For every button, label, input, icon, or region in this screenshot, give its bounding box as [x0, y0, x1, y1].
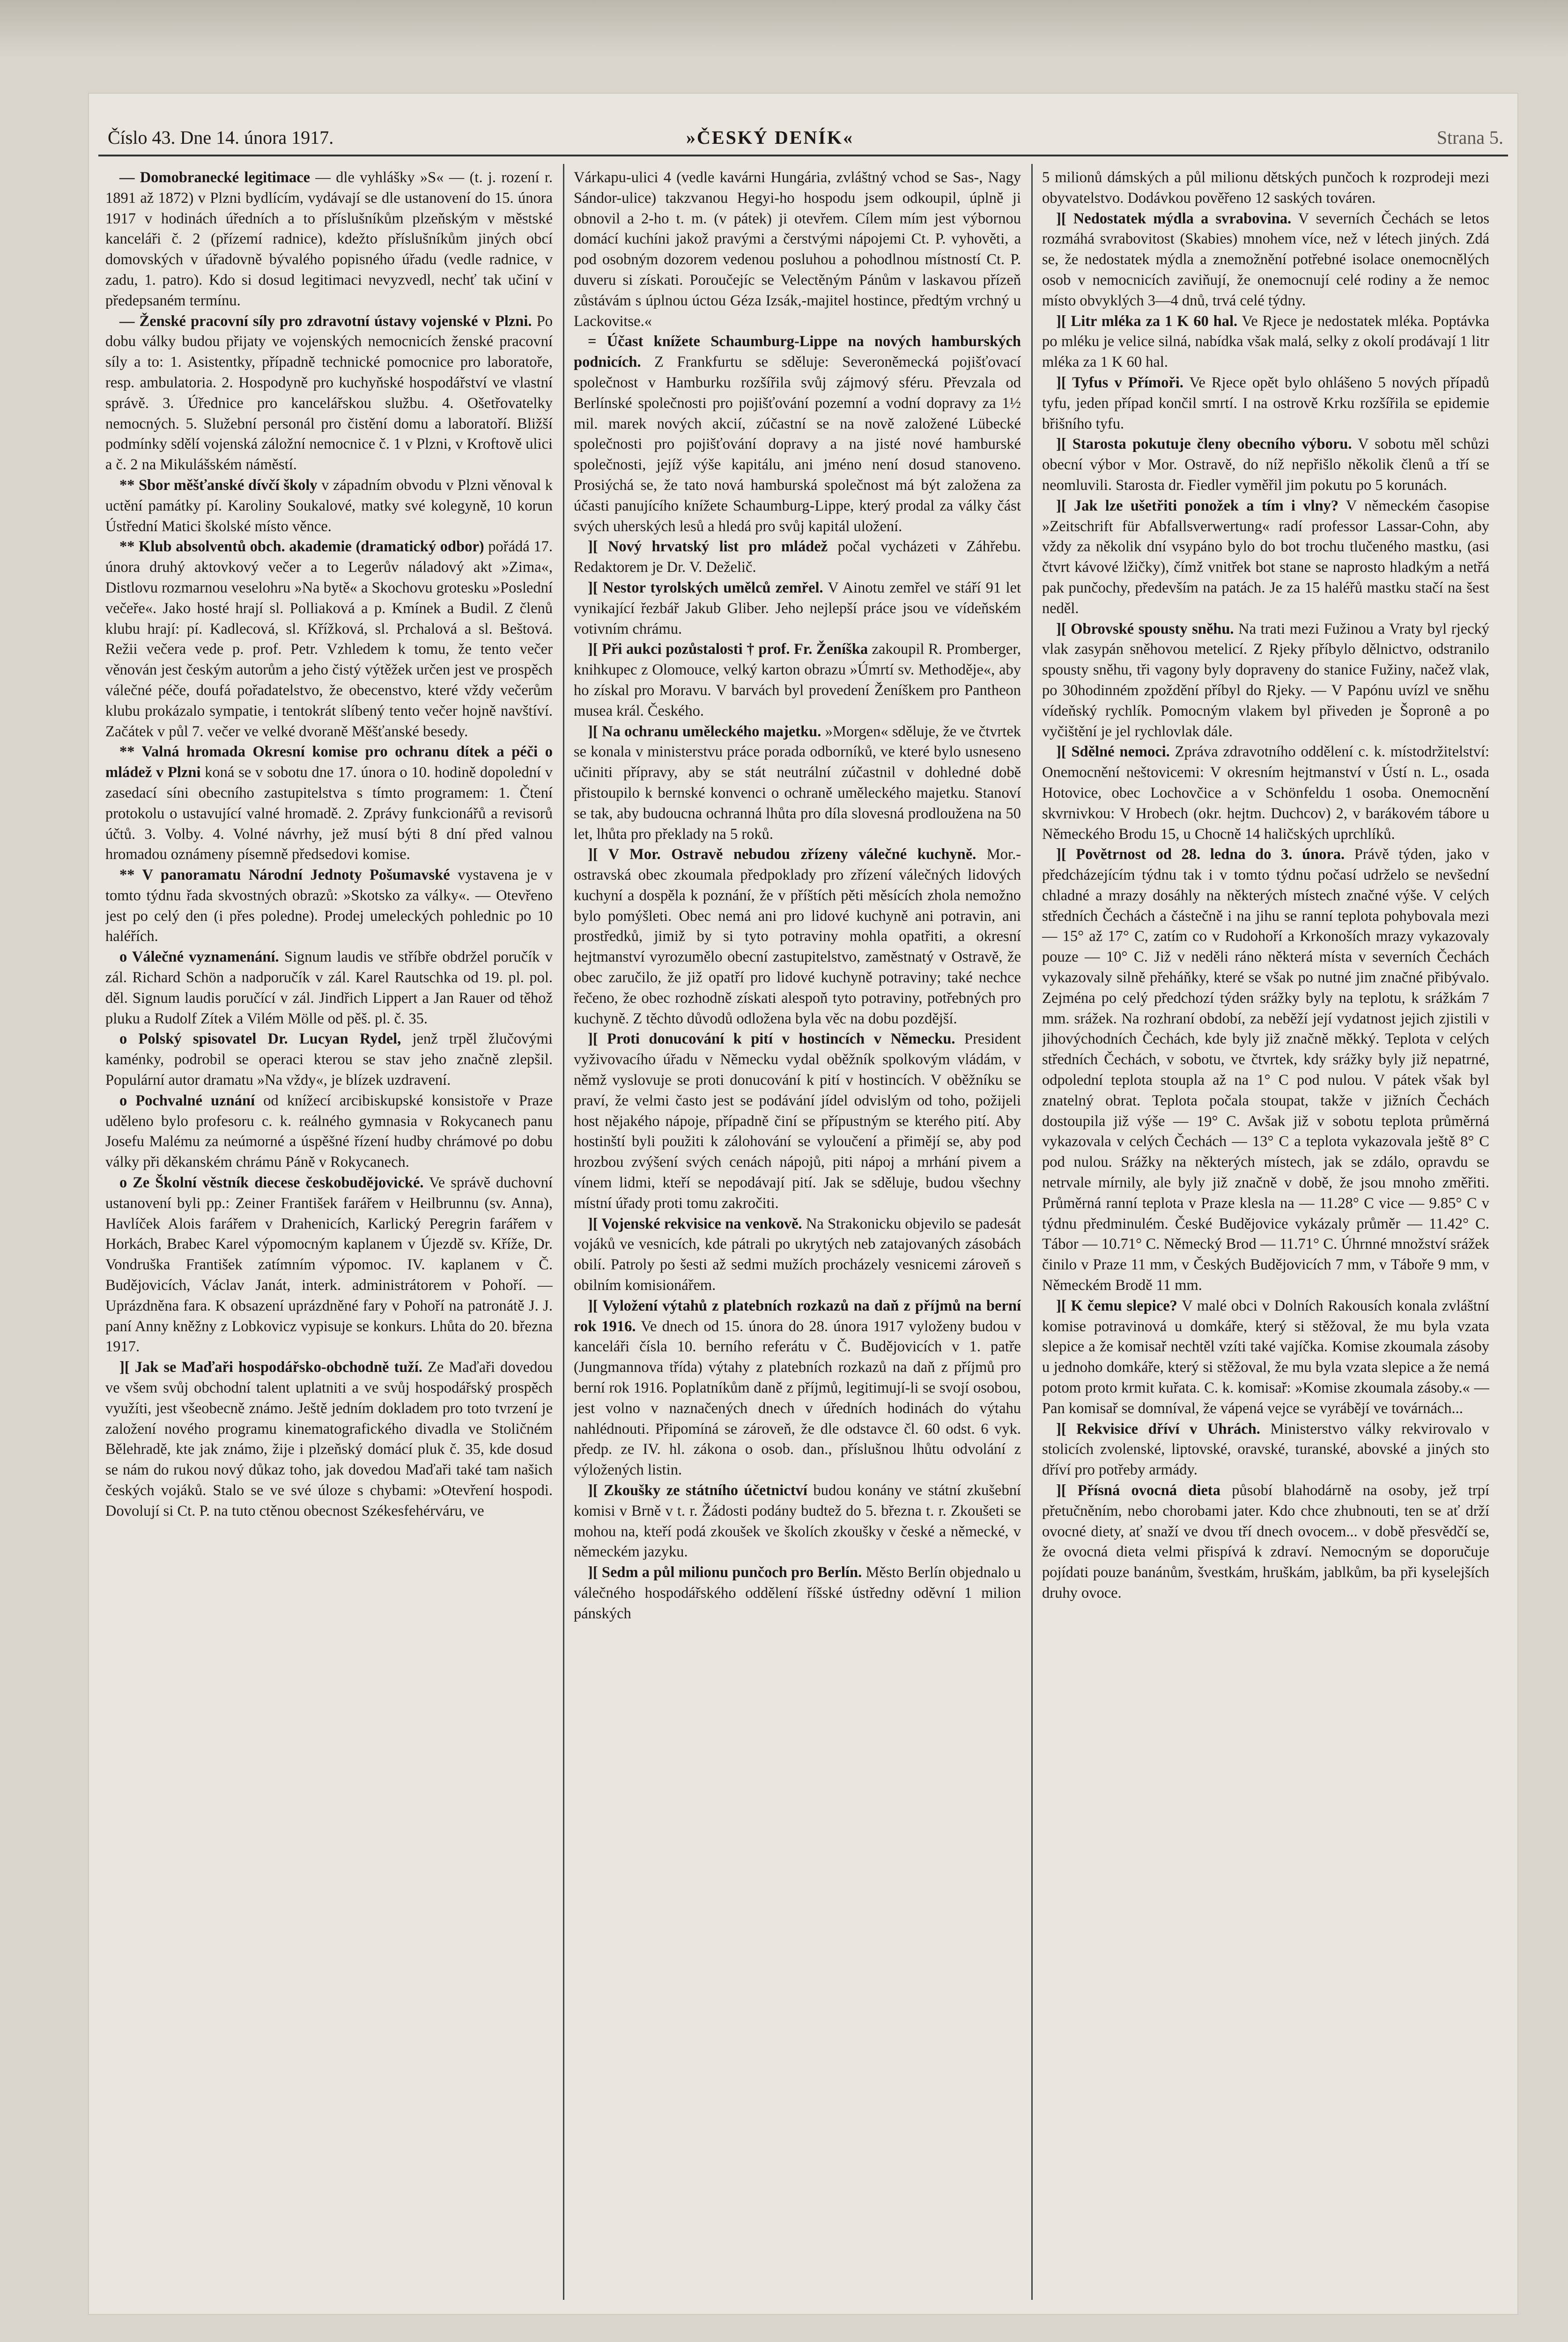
- page-header: [108, 126, 1503, 155]
- article-paragraph: [105, 1357, 553, 1521]
- article-body: 5 milionů dámských a půl milionu dětských punčoch k rozprodeji mezi obyvatelstvo. Dodávkou pověřeno 12 saských továren.: [1042, 169, 1489, 207]
- article-body: V německém časopise »Zeitschrift für Abfallsverwertung« radí professor Lassar-Cohn, aby vždy za několik dní vsypáno bylo do bot trochu tlučeného mastku, (asi čtvrt kávové lžičky), čímž vnitřek bot stane se naprosto hladkým a netřá pak punčochy, především na patách. Je za 15 haléřů mastku stačí na šest neděl.: [1042, 497, 1489, 617]
- article-paragraph: [1042, 209, 1489, 311]
- article-body: pořádá 17. února druhý aktovkový večer a to Legerův náladový akt »Zima«, Distlovu rozmarnou veselohru »Na bytě« a Skochovu grotesku »Poslední večeře«. Jako hosté hrají sl. Polliaková a p. Kmínek a Budil. Z členů klubu hrají: pí. Kadlecová, sl. Křížková, sl. Prchalová a sl. Beštová. Režii večera vede p. prof. Petr. Vzhledem k tomu, že tento večer věnován jest českým autorům a jeho čistý výtěžek určen jest ve prospěch válečné péče, doufá pořadatelstvo, že obecenstvo, které vždy večerům klubu prokázalo sympatie, i tentokrát slíbený tento večer hojně navštíví. Začátek v půl 7. večer ve velké dvoraně Měšťanské besedy.: [105, 538, 553, 740]
- newspaper-title: »ČESKÝ DENÍK«: [686, 127, 854, 148]
- article-heading: ** V panoramatu Národní Jednoty Pošumavské: [119, 867, 450, 884]
- article-body: od knížecí arcibiskupské konsistoře v Praze uděleno bylo profesoru c. k. reálného gymnasia v Rokycanech panu Josefu Malému za neúmorné a úspěšné řízení hudby chrámové po dobu války při děkanském chrámu Páně v Rokycanech.: [105, 1092, 553, 1171]
- article-body: Ministerstvo války rekvirovalo v stolicích zvolenské, liptovské, oravské, turanské, abovské a jiných sto dříví pro potřeby armády.: [1042, 1420, 1489, 1479]
- article-paragraph: [105, 947, 553, 1029]
- article-paragraph: [574, 537, 1021, 578]
- article-heading: ][ K čemu slepice?: [1056, 1297, 1177, 1314]
- article-heading: ** Valná hromada Okresní komise pro ochranu dítek a péči o mládež v Plzni: [105, 743, 553, 781]
- article-heading: ][ Vojenské rekvisice na venkově.: [588, 1215, 802, 1232]
- article-heading: ][ Při aukci pozůstalosti † prof. Fr. Ženíška: [588, 641, 868, 658]
- article-paragraph: [574, 1296, 1021, 1481]
- article-heading: ][ Vyložení výtahů z platebních rozkazů na daň z příjmů na berní rok 1916.: [574, 1297, 1021, 1335]
- article-body: koná se v sobotu dne 17. února o 10. hodině dopolední v zasedací síni obecního zastupitelstva s tímto programem: 1. Čtení protokolu o ustavující valné hromadě. 2. Zprávy funkcionářů a revisorů účtů. 3. Volby. 4. Volné návrhy, jež musí býti 8 dní před valnou hromadou oznámeny písemně předsedovi komise.: [105, 764, 553, 863]
- article-body: President vyživovacího úřadu v Německu vydal oběžník spolkovým vládám, v němž vyslovuje se proti donucování k pití v hostincích. V oběžníku se praví, že velmi často jest se podávání jídel odvislým od toho, požijeli host nějakého nápoje, případně činí se přípustným se kterého pití. Aby hostinští byli použiti k zálohování se vyloučení a přimějí se, aby pod hrozbou zvýšení svých cenách nápojů, piti nápoj a mrhání pivem a vínem lidmi, kteří se nepodávají pití. Jak se sděluje, budou všechny místní úřady proti tomu zakročiti.: [574, 1030, 1021, 1212]
- article-heading: ][ Proti donucování k pití v hostincích v Německu.: [588, 1030, 955, 1048]
- article-heading: ][ Jak lze ušetřiti ponožek a tím i vlny?: [1056, 497, 1339, 514]
- article-heading: ][ Jak se Maďaři hospodářsko-obchodně tuží.: [119, 1359, 423, 1376]
- article-paragraph: [105, 1173, 553, 1357]
- article-heading: o Polský spisovatel Dr. Lucyan Rydel,: [119, 1030, 401, 1048]
- article-body: Ve Rjece opět bylo ohlášeno 5 nových případů tyfu, jeden případ končil smrtí. I na ostrově Krku rozšířila se epidemie břišního tyfu.: [1042, 374, 1489, 432]
- article-body: počal vycházeti v Záhřebu. Redaktorem je Dr. V. Deželič.: [574, 538, 1021, 576]
- article-heading: o Ze Školní věstník diecese českobudějovické.: [119, 1174, 424, 1192]
- article-paragraph: [574, 1481, 1021, 1563]
- article-body: Město Berlín objednalo u válečného hospodářského oddělení říšské ústředny oděvní 1 milion pánských: [574, 1564, 1021, 1622]
- article-body: V Ainotu zemřel ve stáří 91 let vynikající řezbář Jakub Gliber. Jeho nejlepší práce jsou ve vídeňském votivním chrámu.: [574, 579, 1021, 637]
- article-paragraph: [1042, 742, 1489, 845]
- article-body: působí blahodárně na osoby, jež trpí přetučněním, nebo chorobami jater. Kdo chce zhubnouti, ten se ať drží ovocné diety, ať snaží ve dvou tří dnech ovocem... v době přesvědčí se, že ovocná dieta velmi přispívá k zdraví. Nemocným se doporučuje pojídati pouze banánům, švestkám, hruškám, jablkům, ba při kyselejších druhy ovoce.: [1042, 1482, 1489, 1601]
- article-body: Ze Maďaři dovedou ve všem svůj obchodní talent uplatniti a ve svůj hospodářský prospěch využíti, jest všeobecně známo. Ještě jedním dokladem pro toto tvrzení je založení nového programu kinematografického divadla ve Stoličném Bělehradě, kte jak známo, žije i plzeňský domácí pluk č. 35, kde dosud se nám do rukou nový důkaz toho, jak dovedou Maďaři také tam našich českých vojáků. Stalo se ve své úloze s chybami: »Otevření hospodi. Dovolují si Ct. P. na tuto ctěnou obecnost Székesfehérváru, ve: [105, 1359, 553, 1519]
- article-paragraph: [105, 1091, 553, 1173]
- article-body: Zpráva zdravotního oddělení c. k. místodržitelství: Onemocnění neštovicemi: V okresním hejtmanství v Ústí n. L., osada Hotovice, obec Lochovčice a v Schönfeldu 1 osoba. Onemocnění skvrnivkou: V Hrobech (okr. hejtm. Duchcov) 2, v barákovém tábore u Německého Brodu 15, u Chocně 14 haličských uprchlíků.: [1042, 743, 1489, 843]
- article-body: — dle vyhlášky »S« — (t. j. rození r. 1891 až 1872) v Plzni bydlícím, vydávají se dle ustanovení do 15. února 1917 v hodinách úředních a to příslušníkům plzeňským v městské kanceláři č. 2 (přízemí radnice), kdežto příslušníkům jiných obcí domovských v úřadovně bývalého popisného úřadu (vedle radnice, v zadu, 1. patro). Kdo si dosud legitimaci nevyzvedl, nechť tak učiní v předepsaném termínu.: [105, 169, 553, 309]
- article-heading: ][ V Mor. Ostravě nebudou zřízeny válečné kuchyně.: [588, 846, 976, 863]
- article-body: vystavena je v tomto týdnu řada skvostných obrazů: »Skotsko za války«. — Otevřeno jest po celý den (i přes poledne). Prodej umeleckých pohlednic po 10 haléřích.: [105, 867, 553, 945]
- article-heading: ][ Zkoušky ze státního účetnictví: [588, 1482, 807, 1499]
- article-paragraph: [1042, 619, 1489, 742]
- article-heading: ][ Nedostatek mýdla a svrabovina.: [1056, 210, 1292, 227]
- article-heading: = Účast knížete Schaumburg-Lippe na nových hamburských podnicích.: [574, 333, 1021, 371]
- article-body: zakoupil R. Promberger, knihkupec z Olomouce, velký karton obrazu »Úmrtí sv. Methoděje«, aby ho získal pro Moravu. V barvách byl provedení Ženíškem pro Pantheon musea král. Českého.: [574, 641, 1021, 719]
- article-heading: ][ Rekvisice dříví v Uhrách.: [1056, 1420, 1260, 1438]
- article-paragraph: [105, 1029, 553, 1090]
- header-rule: [98, 155, 1508, 156]
- article-paragraph: [574, 845, 1021, 1029]
- article-paragraph: [1042, 1419, 1489, 1481]
- column-divider: [563, 164, 564, 2300]
- article-paragraph: [1042, 1481, 1489, 1604]
- article-paragraph: [574, 1214, 1021, 1296]
- article-paragraph: [574, 1563, 1021, 1624]
- article-body: Na Strakonicku objevilo se padesát vojáků ve vesnicích, kde pátrali po ukrytých neb zatajovaných zásobách obilí. Patroly po šesti až sedmi mužích procházely vesnicemi zároveň s obilním komisionářem.: [574, 1215, 1021, 1294]
- article-heading: ][ Litr mléka za 1 K 60 hal.: [1056, 312, 1238, 330]
- article-body: »Morgen« sděluje, že ve čtvrtek se konala v ministerstvu práce porada odborníků, ve které bylo usneseno učiniti přípravy, aby se stát neutrální zúčastnil v dohledné době přistoupilo k bernské konvenci o ochraně uměleckého majetku. Stanoví se tak, aby budoucna ochranná lhůta pro díla slovesná prodloužena na 50 let, lhůta pro překlady na 5 roků.: [574, 723, 1021, 843]
- article-paragraph: [105, 865, 553, 947]
- article-paragraph: [574, 332, 1021, 537]
- article-body: jenž trpěl žlučovými kaménky, podrobil se operaci kterou se stav jeho značně zlepšil. Populární autor dramatu »Na vždy«, je blízek uzdravení.: [105, 1030, 553, 1089]
- column-divider: [1031, 164, 1033, 2300]
- newspaper-page: [89, 94, 1517, 2314]
- article-paragraph: [1042, 434, 1489, 496]
- article-paragraph: [574, 578, 1021, 639]
- column-1: [105, 168, 553, 2285]
- article-body: Právě týden, jako v předcházejícím týdnu tak i v tomto týdnu počasí udrželo se nevšední chladné a mrazy dosáhly na některých místech značné výše. V celých středních Čechách a částečně i na jihu se ranní teplota pohybovala mezi — 15° až 17° C, zatím co v Rudohoří a Krkonoších mrazy vykazovaly pouze — 10° C. Již v neděli ráno některá místa v severních Čechách vykazovaly silně přeháňky, které se však po nutné jim značné přibývalo. Zejména po celý předchozí týden srážky byly na teplotu, k srážkám 7 mm. srážek. Na rozhraní období, za neběží její vydatnost jejich zjistili v jihovýchodních Čechách, kde byly již značně měkký. Teplota v celých středních Čechách, v sobotu, ve čtvrtek, kdy srážky byly již nepatrné, odpolední teplota stoupla až na 1° C pod nulou. V pátek však byl znatelný obrat. Teplota počala stoupat, takže v jižních Čechách dostoupila již výše — 19° C. Avšak již v sobotu teplota průměrná vykazovala v celých Čechách — 13° C a teplota vykazovala ještě 8° C pod nulou. Srážky na některých místech, jak se zdálo, opravdu se netrvale mírnily, ale byly již značně v době, že jsou mnoho změřiti. Průměrná ranní teplota v Praze klesla na — 11.28° C vice — 9.85° C v týdnu předminulém. České Budějovice vykázaly průměr — 11.42° C. Tábor — 10.71° C. Německý Brod — 11.71° C. Úhrnné množství srážek činilo v Praze 11 mm, v Českých Budějovicích 7 mm, v Táboře 9 mm, v Německém Brodě 11 mm.: [1042, 846, 1489, 1294]
- article-heading: ** Klub absolventů obch. akademie (dramatický odbor): [119, 538, 484, 556]
- article-body: Ve dnech od 15. února do 28. února 1917 vyloženy budou v kanceláři čísla 10. berního referátu v Č. Budějovicích v 1. patře (Jungmannova třída) výtahy z platebních rozkazů na daň z příjmů pro berní rok 1916. Poplatníkům daně z příjmů, legitimují-li se svojí osobou, jest volno v naznačených dnech v úředních hodinách do výtahu nahlédnouti. Připomíná se zároveň, že dle odstavce čl. 60 odst. 6 vyk. předp. ze IV. hl. zákona o osob. dan., příslušnou lhůtu odvolání z výložených listin.: [574, 1318, 1021, 1479]
- article-heading: ][ Nový hrvatský list pro mládež: [588, 538, 828, 556]
- page-number: Strana 5.: [1436, 127, 1503, 148]
- article-heading: ][ Povětrnost od 28. ledna do 3. února.: [1056, 846, 1345, 863]
- article-heading: — Ženské pracovní síly pro zdravotní ústavy vojenské v Plzni.: [119, 312, 532, 330]
- article-paragraph: [574, 722, 1021, 845]
- article-body: V sobotu měl schůzi obecní výbor v Mor. Ostravě, do níž nepřišlo několik členů a tří se neomluvili. Starosta dr. Fiedler vyměřil jim pokutu po 5 korunách.: [1042, 436, 1489, 494]
- article-paragraph: [574, 639, 1021, 721]
- article-body: Po dobu války budou přijaty ve vojenských nemocnicích ženské pracovní síly a to: 1. Asistentky, případně technické pomocnice pro laboratoře, resp. ambulatoria. 2. Hospodyně pro kuchyňské hospodářství ve vlastní správě. 3. Úřednice pro kancelářskou službu. 4. Ošetřovatelky nemocných. 5. Služební personál pro čistění domu a laboratoří. Bližší podmínky sdělí vojenská záložní nemocnice č. 1 v Plzni, v Kroftově ulici a č. 2 na Mikulášském náměstí.: [105, 312, 553, 474]
- column-3: [1042, 168, 1489, 2285]
- article-paragraph: [1042, 845, 1489, 1296]
- article-heading: ][ Nestor tyrolských umělců zemřel.: [588, 579, 823, 596]
- article-heading: ][ Obrovské spousty sněhu.: [1056, 620, 1234, 637]
- article-paragraph: [1042, 1296, 1489, 1419]
- issue-date: Číslo 43. Dne 14. února 1917.: [108, 127, 334, 148]
- article-heading: ][ Sedm a půl milionu punčoch pro Berlín.: [588, 1564, 862, 1581]
- article-heading: o Válečné vyznamenání.: [119, 949, 279, 966]
- article-heading: ][ Tyfus v Přímoři.: [1056, 374, 1183, 391]
- article-heading: ][ Na ochranu uměleckého majetku.: [588, 723, 821, 740]
- article-body: Ve správě duchovní ustanovení byli pp.: Zeiner František farářem v Heilbrunnu (sv. Anna), Havlíček Alois farářem v Drahenicích, Karlický Peregrin farářem v Horkách, Brabec Karel výpomocným kaplanem v Újezdě sv. Kříže, Dr. Vondruška František zatímním výpomoc. IV. kaplanem v Č. Budějovicích, Václav Janát, interk. administrátorem v Pohoří. — Uprázdněna fara. K obsazení uprázdněné fary v Pohoří na patronátě J. J. paní Anny kněžny z Lobkovicz vypisuje se konkurs. Lhůta do 20. března 1917.: [105, 1174, 553, 1356]
- article-body: Z Frankfurtu se sděluje: Severoněmecká pojišťovací společnost v Hamburku rozšířila svůj zájmový sféru. Převzala od Berlínské společnosti pro pojišťování pozemní a vodní dopravy za 1½ mil. marek nových akcií, zúčastní se na nově založené Lübecké společnosti pro pojišťování dopravy a na jisté nové hamburské společnosti, jejíž výše kapitálu, ani jméno není dosud stanoveno. Prosiýchá se, že tato nová hamburská společnost má být založena za účasti panujícího knížete Schaumburg-Lippe, který prodal za války část svých uherských lesů a hledá pro svůj kapitál uložení.: [574, 354, 1021, 535]
- article-paragraph: [574, 168, 1021, 332]
- article-body: Na trati mezi Fužinou a Vraty byl rjecký vlak zasypán sněhovou metelicí. Z Rjeky příbylo dělnictvo, odstranilo spousty sněhu, tři vagony byly dopraveny do stanice Fužiny, načež vlak, po 30hodinném zpoždění příbyl do Rjeky. — V Papónu uvízl ve sněhu vídeňský rychlík. Pomocným vlakem byl přiveden je Šopronê a po vyčištění je jel rychlovlak dále.: [1042, 620, 1489, 740]
- article-paragraph: [105, 168, 553, 311]
- article-paragraph: [574, 1029, 1021, 1214]
- article-body: V severních Čechách se letos rozmáhá svrabovitost (Skabies) mnohem více, než v létech jiných. Zdá se, že nedostatek mýdla a znemožnění potřebné isolace onemocnělých osob v nemocnicích zaviňují, že onemocnují celé rodiny a že nemoc místo obvyklých 3—4 dnů, trvá celé týdny.: [1042, 210, 1489, 309]
- column-2: [574, 168, 1021, 2285]
- article-heading: ][ Starosta pokutuje členy obecního výboru.: [1056, 436, 1352, 453]
- article-paragraph: [105, 742, 553, 865]
- article-body: Ve Rjece je nedostatek mléka. Poptávka po mléku je velice silná, nabídka však malá, selky z okolí prodávají 1 litr mléka za 1 K 60 hal.: [1042, 312, 1489, 371]
- article-paragraph: [1042, 496, 1489, 619]
- article-heading: — Domobranecké legitimace: [119, 169, 311, 186]
- article-paragraph: [105, 311, 553, 475]
- article-heading: ** Sbor měšťanské dívčí školy: [119, 476, 318, 494]
- article-body: Signum laudis ve stříbře obdržel poručík v zál. Richard Schön a nadporučík v zál. Karel Rautschka od 19. pl. pol. děl. Signum laudis poručící v zál. Jindřich Lippert a Jan Rauer od těhož pluku a Rudolf Zítek a Vilém Mölle od pěš. pl. č. 35.: [105, 949, 553, 1027]
- article-paragraph: [1042, 168, 1489, 209]
- article-body: budou konány ve státní zkušební komisi v Brně v t. r. Žádosti podány budtež do 5. března t. r. Zkoušeti se mohou na, kteří podá zkoušek ve školích zkoušky v české a německé, v německém jazyku.: [574, 1482, 1021, 1561]
- article-body: v západním obvodu v Plzni věnoval k uctění památky pí. Karoliny Soukalové, matky své kolegyně, 10 korun Ústřední Matici školské místo věnce.: [105, 476, 553, 535]
- article-paragraph: [1042, 373, 1489, 434]
- article-body: Mor.-ostravská obec zkoumala předpoklady pro zřízení válečných lidových kuchyní a dospěla k poznání, že v příštích pěti měsících zhola nemožno bylo pomýšleti. Obec nemá ani pro lidové kuchyně ani potravin, ani prostředků, jimiž by si tyto potraviny mohla opatřiti, a okresní hejtmanství vyrozumělo obecní zastupitelstvo, zaměstnatý v Ostravě, že obec zaručilo, že již opatří pro lidové kuchyně potraviny; také nechce řečeno, že obec rozhodně získati alespoň tyto potraviny, potřebných pro kuchyně. Z těchto důvodů odložena byla věc na dobu pozdější.: [574, 846, 1021, 1027]
- article-heading: ][ Sdělné nemoci.: [1056, 743, 1170, 761]
- article-heading: o Pochvalné uznání: [119, 1092, 255, 1109]
- article-paragraph: [1042, 311, 1489, 373]
- article-body: V malé obci v Dolních Rakousích konala zvláštní komise potravinová u domkáře, který si stěžoval, že mu byla vzata slepice a že komisař nechtěl vzíti také vajíčka. Komise zkoumala zásoby u jednoho domkáře, který si stěžoval, že mu byla vzata slepice a že nemá potom proto krmit kuřata. C. k. komisař: »Komise zkoumala zásoby.« — Pan komisař se domníval, že vápená vejce se vyrábějí ve továrnách...: [1042, 1297, 1489, 1417]
- article-paragraph: [105, 537, 553, 742]
- article-heading: ][ Přísná ovocná dieta: [1056, 1482, 1220, 1499]
- scan-top-edge: [0, 0, 1568, 56]
- article-body: Várkapu-ulici 4 (vedle kavárni Hungária, zvláštný vchod se Sas-, Nagy Sándor-ulice) takzvanou Hegyi-ho hospodu jsem odkoupil, úplně ji obnovil a 2-ho t. m. (v pátek) ji otevřem. Cílem mím jest výbornou domácí kuchíni jakož pravými a čerstvými nápojemi Ct. P. vyhověti, a pod osobným dozorem vedenou posluhou a pohodlnou místností Ct. P. duveru si získati. Poroučejíc se Velectěným Pánům v laskavou přízeň zůstávám s úplnou úctou Géza Izsák,-majitel hostince, předtým vrchný u Lackovitse.«: [574, 169, 1021, 330]
- article-paragraph: [105, 475, 553, 537]
